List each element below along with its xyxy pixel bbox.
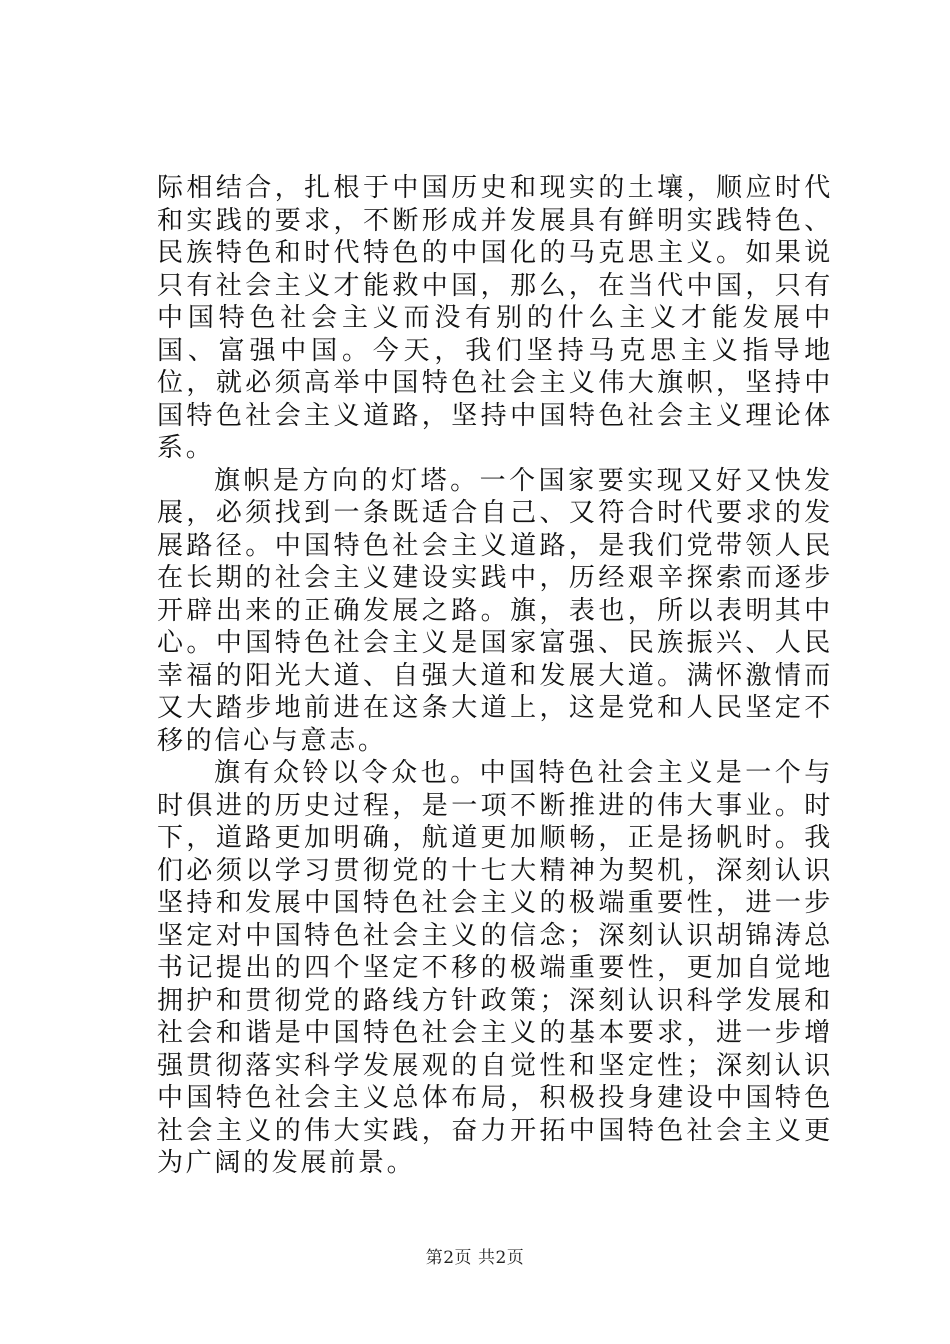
document-body [157, 172, 833, 1180]
page-footer: 第2页 共2页 [425, 1248, 525, 1268]
paragraph-3: 旗有众铃以令众也。中国特色社会主义是一个与时俱进的历史过程，是一项不断推进的伟大事业。时下，道路更加明确，航道更加顺畅，正是扬帆时。我们必须以学习贯彻党的十七大精神为契机，深刻认识坚持和发展中国特色社会主义的极端重要性，进一步坚定对中国特色社会主义的信念；深刻认识胡锦涛总书记提出的四个坚定不移的极端重要性，更加自觉地拥护和贯彻党的路线方针政策；深刻认识科学发展和社会和谐是中国特色社会主义的基本要求，进一步增强贯彻落实科学发展观的自觉性和坚定性；深刻认识中国特色社会主义总体布局，积极投身建设中国特色社会主义的伟大实践，奋力开拓中国特色社会主义更为广阔的发展前景。 [157, 758, 833, 1178]
paragraph-1: 际相结合，扎根于中国历史和现实的土壤，顺应时代和实践的要求，不断形成并发展具有鲜明实践特色、民族特色和时代特色的中国化的马克思主义。如果说只有社会主义才能救中国，那么，在当代中国，只有中国特色社会主义而没有别的什么主义才能发展中国、富强中国。今天，我们坚持马克思主义指导地位，就必须高举中国特色社会主义伟大旗帜，坚持中国特色社会主义道路，坚持中国特色社会主义理论体系。 [157, 173, 833, 463]
paragraph-2: 旗帜是方向的灯塔。一个国家要实现又好又快发展，必须找到一条既适合自己、又符合时代要求的发展路径。中国特色社会主义道路，是我们党带领人民在长期的社会主义建设实践中，历经艰辛探索而逐步开辟出来的正确发展之路。旗，表也，所以表明其中心。中国特色社会主义是国家富强、民族振兴、人民幸福的阳光大道、自强大道和发展大道。满怀激情而又大踏步地前进在这条大道上，这是党和人民坚定不移的信心与意志。 [157, 465, 833, 756]
